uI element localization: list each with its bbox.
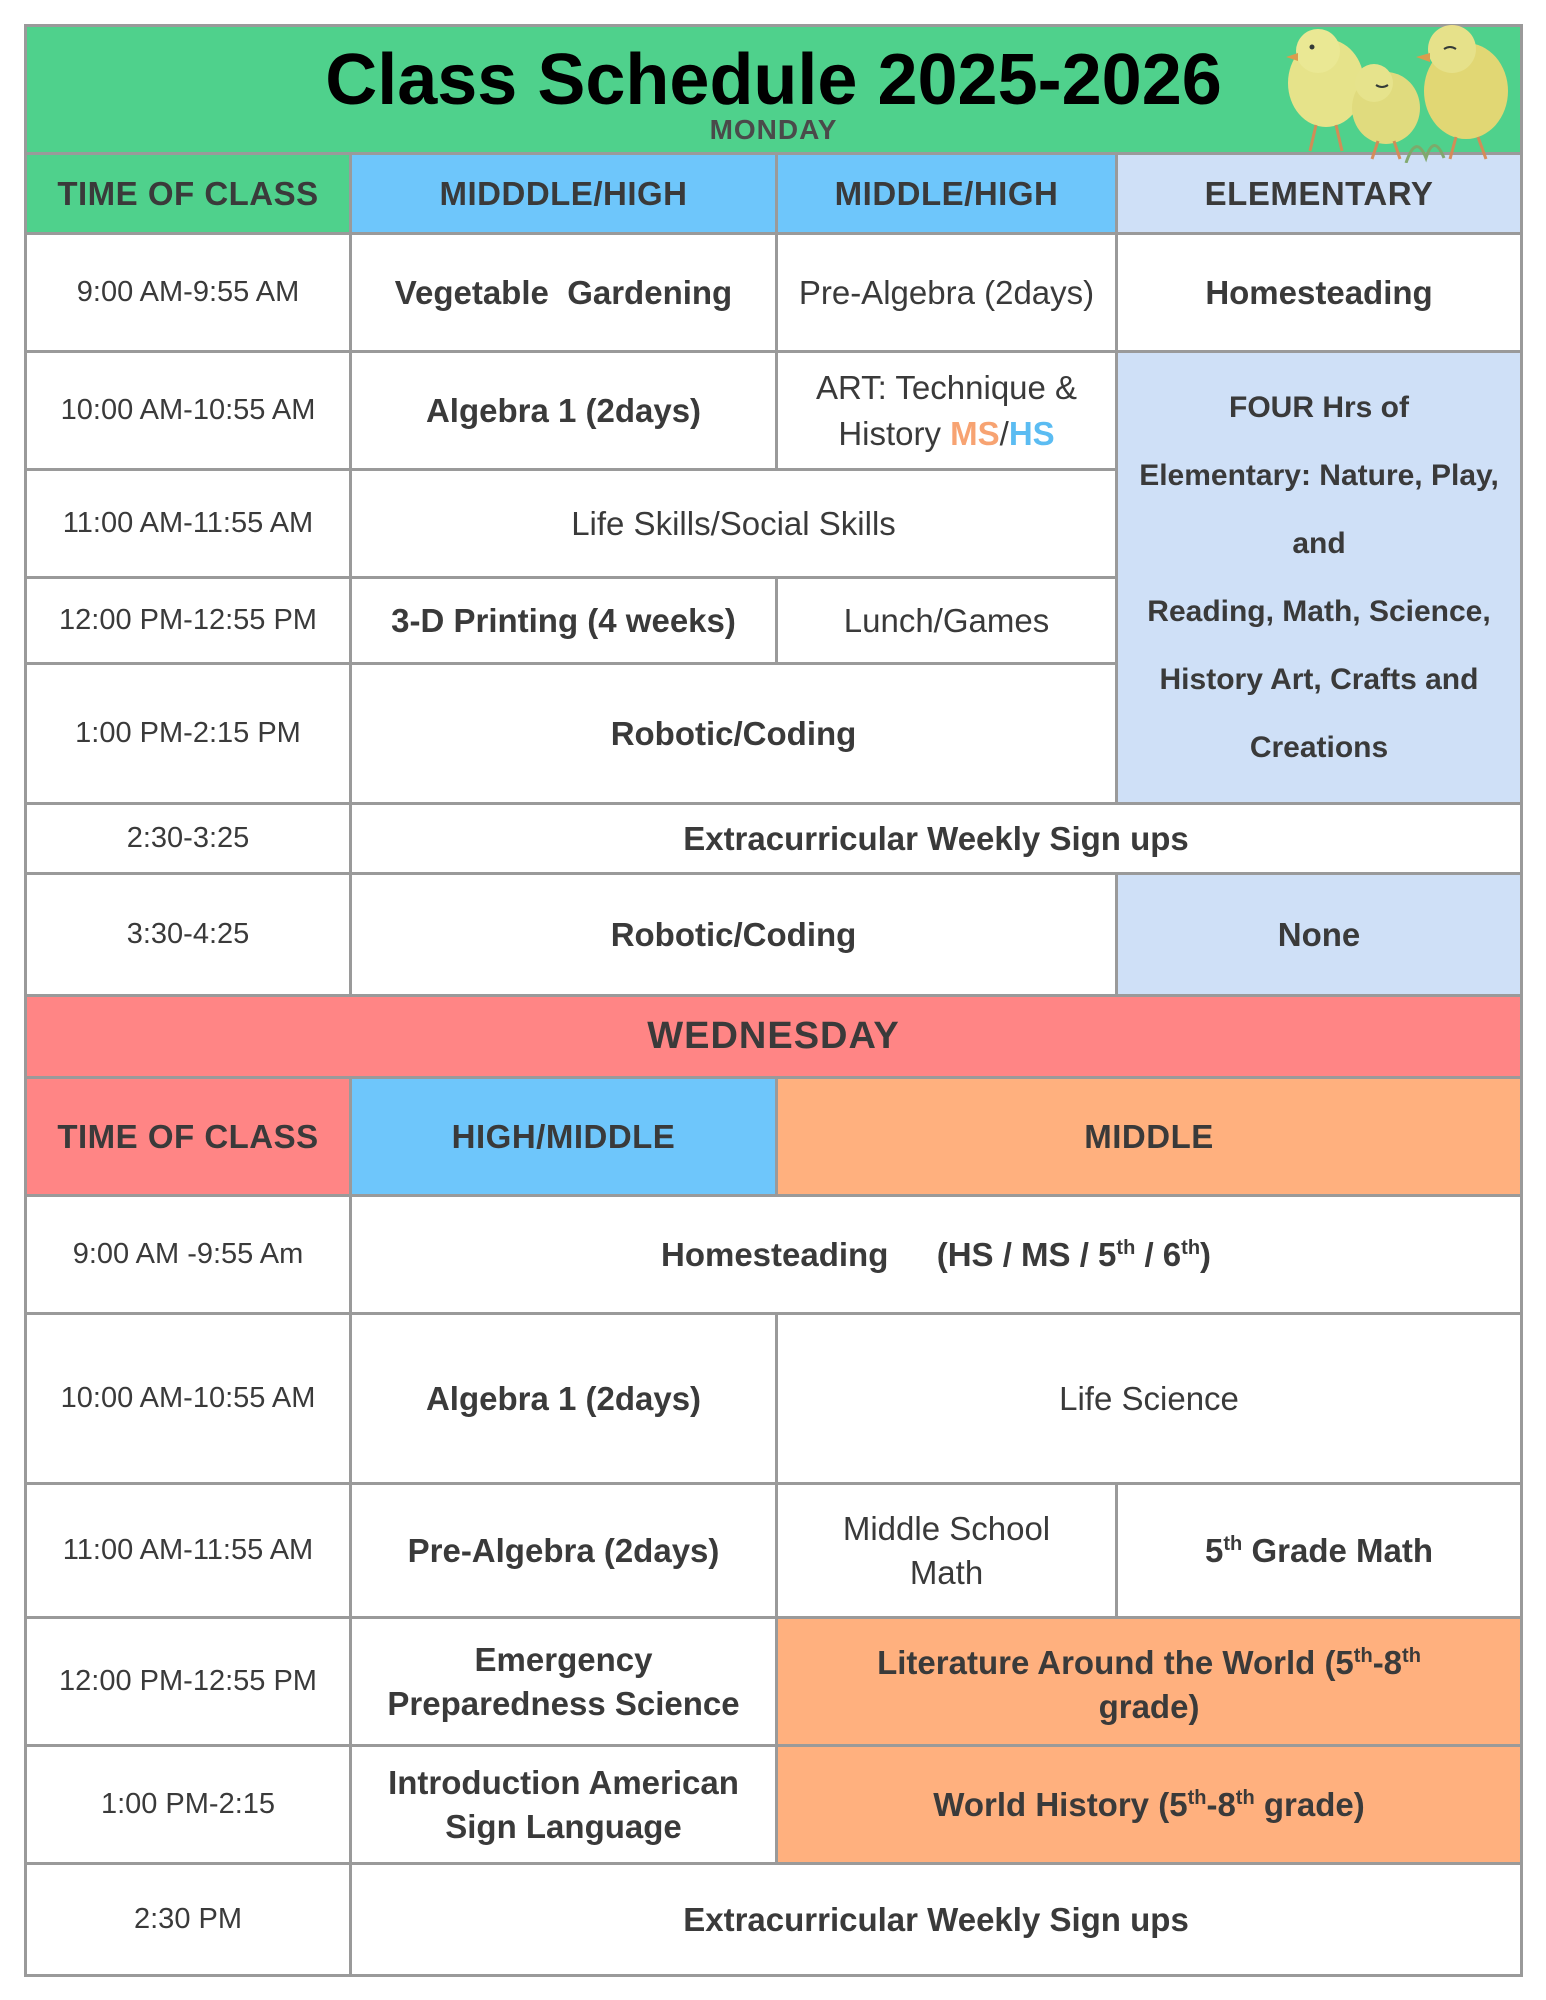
- chicks-illustration: [1266, 13, 1516, 163]
- wednesday-r2-c2: Life Science: [777, 1314, 1522, 1484]
- monday-r5-time: 1:00 PM-2:15 PM: [26, 664, 351, 804]
- sup-th-1: th: [1116, 1236, 1136, 1259]
- monday-r1-c3: Homesteading: [1117, 234, 1522, 352]
- grades-part1: (HS / MS / 5: [936, 1235, 1117, 1273]
- page-title: Class Schedule 2025-2026: [325, 39, 1222, 120]
- wednesday-r1-c123: [351, 1196, 1522, 1314]
- monday-r7-time: 3:30-4:25: [26, 874, 351, 996]
- emergency-line1: Emergency: [474, 1640, 653, 1678]
- elementary-line-1: FOUR Hrs of: [1229, 390, 1409, 424]
- wh-part1: World History (5: [933, 1785, 1188, 1823]
- grade-math-label: Grade Math: [1242, 1531, 1433, 1569]
- monday-r3-c12: Life Skills/Social Skills: [351, 470, 1117, 578]
- emergency-line2: Preparedness Science: [387, 1684, 740, 1722]
- wednesday-banner: [26, 996, 1522, 1078]
- monday-header-col1: MIDDDLE/HIGH: [351, 154, 777, 234]
- schedule-page: [24, 24, 1520, 1977]
- ms-math-line1: Middle School: [842, 1509, 1051, 1547]
- monday-r2-time: 10:00 AM-10:55 AM: [26, 352, 351, 470]
- elementary-block: [1117, 352, 1522, 804]
- wednesday-r2-c1: Algebra 1 (2days): [351, 1314, 777, 1484]
- sup-th-2: th: [1181, 1236, 1201, 1259]
- monday-r1-c2: Pre-Algebra (2days): [777, 234, 1117, 352]
- monday-header-col3: ELEMENTARY: [1117, 154, 1522, 234]
- wednesday-r4-c1: [351, 1618, 777, 1746]
- monday-r7-c3: None: [1117, 874, 1522, 996]
- lit-part2: -8: [1372, 1644, 1403, 1681]
- sup-th-4: th: [1353, 1645, 1373, 1667]
- wh-part3: grade): [1254, 1785, 1365, 1823]
- monday-r7-c12: Robotic/Coding: [351, 874, 1117, 996]
- elementary-line-3: and: [1292, 526, 1346, 560]
- asl-line2: Sign Language: [445, 1807, 682, 1845]
- wednesday-r4-time: 12:00 PM-12:55 PM: [26, 1618, 351, 1746]
- wednesday-header-col1: HIGH/MIDDLE: [351, 1078, 777, 1196]
- monday-label: MONDAY: [709, 113, 838, 145]
- sup-th-6: th: [1187, 1786, 1207, 1809]
- sup-th-3: th: [1223, 1532, 1243, 1555]
- wednesday-r3-c1: Pre-Algebra (2days): [351, 1484, 777, 1618]
- wednesday-r1-time: 9:00 AM -9:55 Am: [26, 1196, 351, 1314]
- wednesday-r5-c2: [777, 1746, 1522, 1864]
- lit-line2: grade): [1098, 1688, 1200, 1725]
- ms-tag: MS: [950, 414, 1000, 452]
- wednesday-r5-time: 1:00 PM-2:15: [26, 1746, 351, 1864]
- sup-th-5: th: [1402, 1645, 1421, 1667]
- wednesday-header-time: TIME OF CLASS: [26, 1078, 351, 1196]
- wednesday-r4-c2: [777, 1618, 1522, 1746]
- monday-r1-c1: Vegetable Gardening: [351, 234, 777, 352]
- monday-r1-time: 9:00 AM-9:55 AM: [26, 234, 351, 352]
- grades-part2: / 6: [1135, 1235, 1182, 1273]
- wednesday-r2-time: 10:00 AM-10:55 AM: [26, 1314, 351, 1484]
- wednesday-r3-c3: [1117, 1484, 1522, 1618]
- elementary-line-5: History Art, Crafts and: [1159, 662, 1479, 696]
- wednesday-header-col2: MIDDLE: [777, 1078, 1522, 1196]
- asl-line1: Introduction American: [388, 1763, 739, 1801]
- monday-r6-time: 2:30-3:25: [26, 804, 351, 874]
- monday-r4-c1: 3-D Printing (4 weeks): [351, 578, 777, 664]
- elementary-line-2: Elementary: Nature, Play,: [1139, 458, 1499, 492]
- monday-header-col2: MIDDLE/HIGH: [777, 154, 1117, 234]
- monday-r5-c12: Robotic/Coding: [351, 664, 1117, 804]
- elementary-line-6: Creations: [1249, 730, 1389, 764]
- grades-close: ): [1200, 1235, 1212, 1273]
- wednesday-table: [24, 994, 1523, 1977]
- lit-part1: Literature Around the World (5: [877, 1644, 1354, 1681]
- wh-part2: -8: [1206, 1785, 1236, 1823]
- ms-math-line2: Math: [909, 1553, 984, 1591]
- art-line1: ART: Technique &: [815, 368, 1078, 406]
- hs-tag: HS: [1008, 414, 1055, 452]
- wednesday-r3-c2: [777, 1484, 1117, 1618]
- monday-table: [24, 24, 1523, 997]
- wednesday-label: WEDNESDAY: [647, 1015, 900, 1057]
- monday-r4-time: 12:00 PM-12:55 PM: [26, 578, 351, 664]
- monday-r2-c1: Algebra 1 (2days): [351, 352, 777, 470]
- monday-r3-time: 11:00 AM-11:55 AM: [26, 470, 351, 578]
- monday-header-time: TIME OF CLASS: [26, 154, 351, 234]
- sup-th-7: th: [1235, 1786, 1255, 1809]
- wednesday-r3-time: 11:00 AM-11:55 AM: [26, 1484, 351, 1618]
- monday-r2-c2: [777, 352, 1117, 470]
- ms-hs-slash: /: [999, 414, 1009, 452]
- art-line2: History: [838, 414, 941, 452]
- homesteading-label: Homesteading: [660, 1235, 889, 1273]
- wednesday-r5-c1: [351, 1746, 777, 1864]
- monday-r6-c123: Extracurricular Weekly Sign ups: [351, 804, 1522, 874]
- monday-r4-c2: Lunch/Games: [777, 578, 1117, 664]
- title-banner: [26, 26, 1522, 154]
- wednesday-r6-c123: Extracurricular Weekly Sign ups: [351, 1864, 1522, 1976]
- wednesday-r6-time: 2:30 PM: [26, 1864, 351, 1976]
- grade-num: 5: [1205, 1531, 1224, 1569]
- elementary-line-4: Reading, Math, Science,: [1147, 594, 1491, 628]
